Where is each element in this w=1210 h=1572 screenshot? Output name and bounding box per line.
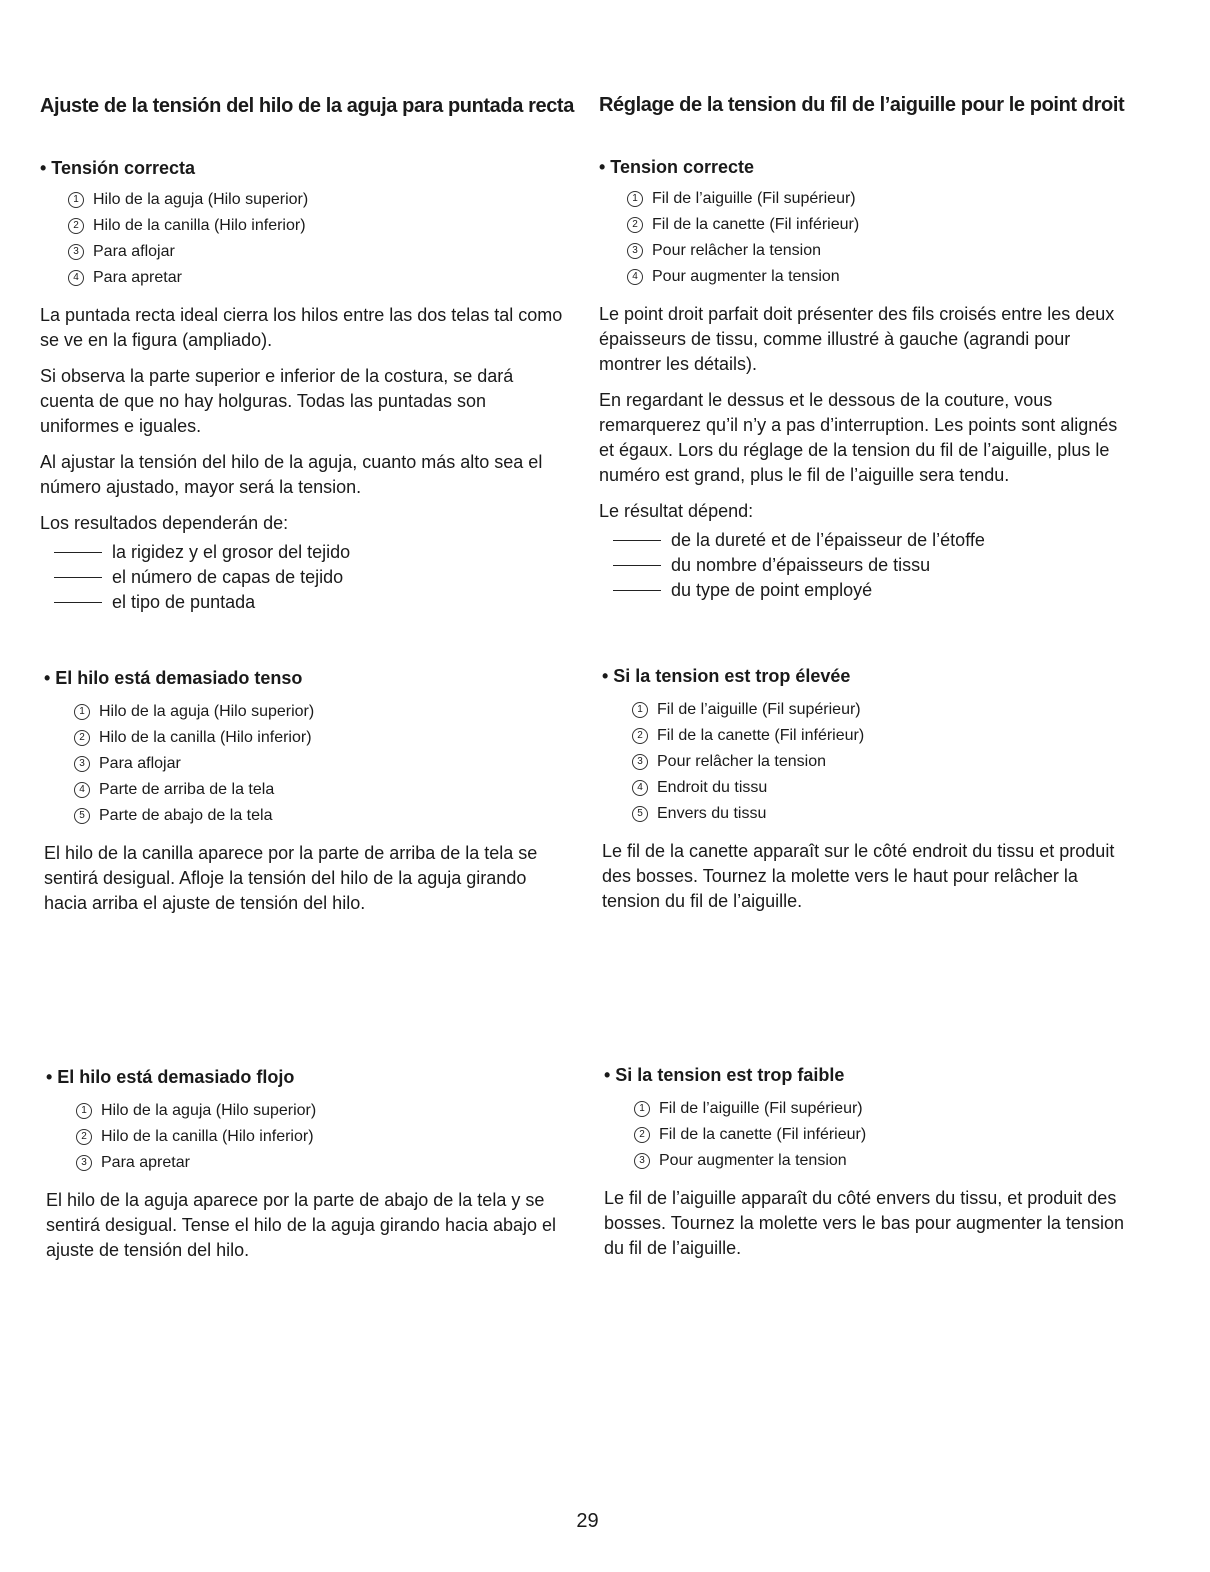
list-item: 3 Para aflojar	[68, 239, 565, 265]
fr-correct-para-2: En regardant le dessus et le dessous de la couture, vous remarquerez qu’il n’y a pas d’interruption. Les points sont alignés et égaux. Lors du réglage de la tension du fil de l’aiguille, plus le numéro est grand, plus le fil de l’aiguille sera tendu.	[599, 390, 1118, 485]
fr-correct-heading: • Tension correcte	[599, 157, 755, 177]
list-item: 2 Fil de la canette (Fil inférieur)	[634, 1122, 1129, 1148]
fr-tight-list	[632, 697, 1127, 827]
fr-loose-heading: • Si la tension est trop faible	[604, 1065, 845, 1085]
es-correct-section	[40, 155, 565, 615]
es-loose-heading: • El hilo está demasiado flojo	[46, 1067, 295, 1087]
list-item: 1 Fil de l’aiguille (Fil supérieur)	[634, 1096, 1129, 1122]
list-item: 3 Para aflojar	[74, 751, 569, 777]
fr-title: Réglage de la tension du fil de l’aiguille pour le point droit	[599, 94, 1125, 116]
es-correct-para-2: Si observa la parte superior e inferior de la costura, se dará cuenta de que no hay holguras. Todas las puntadas son uniformes e iguales.	[40, 366, 514, 436]
list-item: 5 Parte de abajo de la tela	[74, 803, 569, 829]
list-item: 4 Parte de arriba de la tela	[74, 777, 569, 803]
es-correct-para-1: La puntada recta ideal cierra los hilos entre las dos telas tal como se ve en la figura (ampliado).	[40, 305, 563, 350]
es-loose-para: El hilo de la aguja aparece por la parte de abajo de la tela y se sentirá desigual. Tense el hilo de la aguja girando hacia abajo el ajuste de tensión del hilo.	[46, 1190, 557, 1260]
es-correct-para-4: Los resultados dependerán de:	[40, 513, 289, 533]
es-tight-heading: • El hilo está demasiado tenso	[44, 668, 303, 688]
marker-2: 2	[68, 218, 84, 234]
list-item: du type de point employé	[613, 578, 1124, 603]
list-item: 1 Fil de l’aiguille (Fil supérieur)	[632, 697, 1127, 723]
fr-tight-section	[602, 663, 1127, 914]
marker-1: 1	[68, 192, 84, 208]
fr-tight-heading: • Si la tension est trop élevée	[602, 666, 851, 686]
fr-dash-list	[613, 528, 1124, 603]
list-item: 3 Pour augmenter la tension	[634, 1148, 1129, 1174]
list-item: 3 Pour relâcher la tension	[632, 749, 1127, 775]
marker-4: 4	[68, 270, 84, 286]
es-title: Ajuste de la tensión del hilo de la aguja para puntada recta	[40, 95, 574, 117]
list-item: 2 Fil de la canette (Fil inférieur)	[632, 723, 1127, 749]
es-title-block	[40, 94, 580, 119]
list-item: 4 Pour augmenter la tension	[627, 264, 1124, 290]
list-item: el tipo de puntada	[54, 590, 565, 615]
fr-title-block	[599, 93, 1139, 118]
es-tight-list	[74, 699, 569, 829]
marker-3: 3	[68, 244, 84, 260]
fr-correct-list	[627, 186, 1124, 290]
fr-loose-section	[604, 1062, 1129, 1261]
list-item: 3 Para apretar	[76, 1150, 576, 1176]
list-item: 1 Fil de l’aiguille (Fil supérieur)	[627, 186, 1124, 212]
list-item: 3 Pour relâcher la tension	[627, 238, 1124, 264]
list-item: 4 Endroit du tissu	[632, 775, 1127, 801]
list-item: 1 Hilo de la aguja (Hilo superior)	[76, 1098, 576, 1124]
list-item: 1 Hilo de la aguja (Hilo superior)	[68, 187, 565, 213]
list-item: la rigidez y el grosor del tejido	[54, 540, 565, 565]
page-number: 29	[576, 1510, 599, 1532]
es-correct-list	[68, 187, 565, 291]
fr-correct-para-3: Le résultat dépend:	[599, 501, 754, 521]
es-correct-heading: • Tensión correcta	[40, 158, 196, 178]
list-item: el número de capas de tejido	[54, 565, 565, 590]
fr-loose-para: Le fil de l’aiguille apparaît du côté envers du tissu, et produit des bosses. Tournez la molette vers le bas pour augmenter la tension du fil de l’aiguille.	[604, 1188, 1124, 1258]
list-item: 2 Fil de la canette (Fil inférieur)	[627, 212, 1124, 238]
list-item: de la dureté et de l’épaisseur de l’étoffe	[613, 528, 1124, 553]
fr-correct-para-1: Le point droit parfait doit présenter des fils croisés entre les deux épaisseurs de tissu, comme illustré à gauche (agrandi pour montrer les détails).	[599, 304, 1115, 374]
fr-correct-section	[599, 154, 1124, 603]
list-item: 1 Hilo de la aguja (Hilo superior)	[74, 699, 569, 725]
es-tight-para: El hilo de la canilla aparece por la parte de arriba de la tela se sentirá desigual. Afloje la tensión del hilo de la aguja girando hacia arriba el ajuste de tensión del hilo.	[44, 843, 538, 913]
list-item: 5 Envers du tissu	[632, 801, 1127, 827]
es-tight-section	[44, 665, 569, 916]
list-item: 4 Para apretar	[68, 265, 565, 291]
list-item: 2 Hilo de la canilla (Hilo inferior)	[68, 213, 565, 239]
es-loose-section	[46, 1064, 576, 1263]
es-dash-list	[54, 540, 565, 615]
fr-tight-para: Le fil de la canette apparaît sur le côté endroit du tissu et produit des bosses. Tournez la molette vers le haut pour relâcher la tension du fil de l’aiguille.	[602, 841, 1115, 911]
list-item: 2 Hilo de la canilla (Hilo inferior)	[74, 725, 569, 751]
list-item: 2 Hilo de la canilla (Hilo inferior)	[76, 1124, 576, 1150]
es-correct-para-3: Al ajustar la tensión del hilo de la aguja, cuanto más alto sea el número ajustado, mayor será la tension.	[40, 452, 543, 497]
list-item: du nombre d’épaisseurs de tissu	[613, 553, 1124, 578]
fr-loose-list	[634, 1096, 1129, 1174]
es-loose-list	[76, 1098, 576, 1176]
